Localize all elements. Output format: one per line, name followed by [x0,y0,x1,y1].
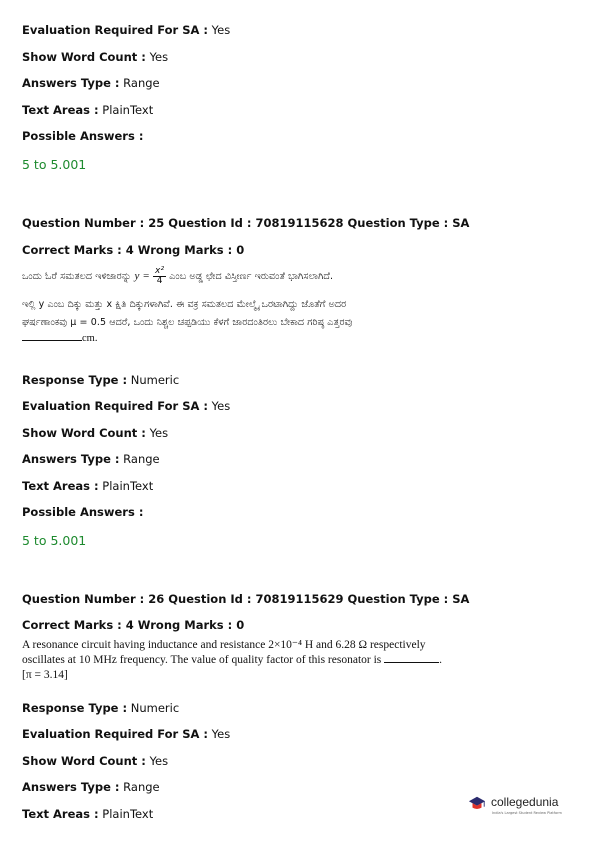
question-line-1: ಒಂದು ಓರೆ ಸಮತಲದ ಇಳಿಜಾರನ್ನು y = $\frac{\text{x²}}{4}$ ಎಂಬ ಅಡ್ಡ ಛೇದ ವಿಸ್ತೀರ್ಣ ಇರುವಂತೆ ಭಾಗಿಸಲಾಗಿದೆ. [22,266,334,286]
question-text [22,638,457,683]
question-line-4: cm. [22,331,457,346]
graduation-cap-icon [468,795,486,813]
question-header: Question Number : 26 Question Id : 70819115629 Question Type : SA [22,592,470,606]
answers-type-row: Answers Type : Range [22,452,160,466]
question-line-1: A resonance circuit having inductance and resistance 2×10⁻⁴ H and 6.28 Ω respectively [22,639,426,651]
text-areas-row: Text Areas : PlainText [22,479,154,493]
possible-answer-value: 5 to 5.001 [22,157,87,172]
fraction: $\frac{\text{x²}}{4}$ [155,266,165,286]
show-word-count-row: Show Word Count : Yes [22,754,169,768]
logo-tagline: India's Largest Student Review Platform [492,811,562,815]
answers-type-row: Answers Type : Range [22,780,160,794]
marks-row: Correct Marks : 4 Wrong Marks : 0 [22,618,245,632]
eval-required-row: Evaluation Required For SA : Yes [22,727,231,741]
question-line-3: [π = 3.14] [22,669,68,681]
question-text [22,264,457,346]
response-type-row: Response Type : Numeric [22,373,180,387]
text-areas-row: Text Areas : PlainText [22,103,154,117]
question-line-2: oscillates at 10 MHz frequency. The value of quality factor of this resonator is . [22,654,443,666]
eval-required-row: Evaluation Required For SA : Yes [22,399,231,413]
marks-row: Correct Marks : 4 Wrong Marks : 0 [22,243,245,257]
possible-answer-value: 5 to 5.001 [22,533,87,548]
question-line-3: ಘರ್ಷಣಾಂಕವು μ = 0.5 ಆದರೆ, ಒಂದು ನಿಶ್ಚಲ ಚಪ್ಪಡಿಯು ಕೆಳಗೆ ಜಾರದಂತಿರಲು ಬೇಕಾದ ಗರಿಷ್ಠ ಎತ್ತರವು [22,317,353,328]
logo-name: collegedunia [491,795,559,809]
eval-required-row: Evaluation Required For SA : Yes [22,23,231,37]
possible-answers-label: Possible Answers : [22,505,144,519]
collegedunia-logo[interactable] [468,793,578,823]
show-word-count-row: Show Word Count : Yes [22,50,169,64]
answers-type-row: Answers Type : Range [22,76,160,90]
text-areas-row: Text Areas : PlainText [22,807,154,821]
question-header: Question Number : 25 Question Id : 70819115628 Question Type : SA [22,216,470,230]
question-line-2: ಇಲ್ಲಿ y ಎಂಬ ದಿಕ್ಕು ಮತ್ತು x ಕ್ಷಿತಿ ದಿಕ್ಕುಗಳಾಗಿವೆ. ಈ ವಕ್ರ ಸಮತಲದ ಮೇಲ್ಮೈ ಒರಟಾಗಿದ್ದು ಜೊತೆಗೆ ಅದರ [22,299,347,310]
show-word-count-row: Show Word Count : Yes [22,426,169,440]
answer-blank [384,653,439,663]
answer-blank [22,331,82,341]
possible-answers-label: Possible Answers : [22,129,144,143]
response-type-row: Response Type : Numeric [22,701,180,715]
